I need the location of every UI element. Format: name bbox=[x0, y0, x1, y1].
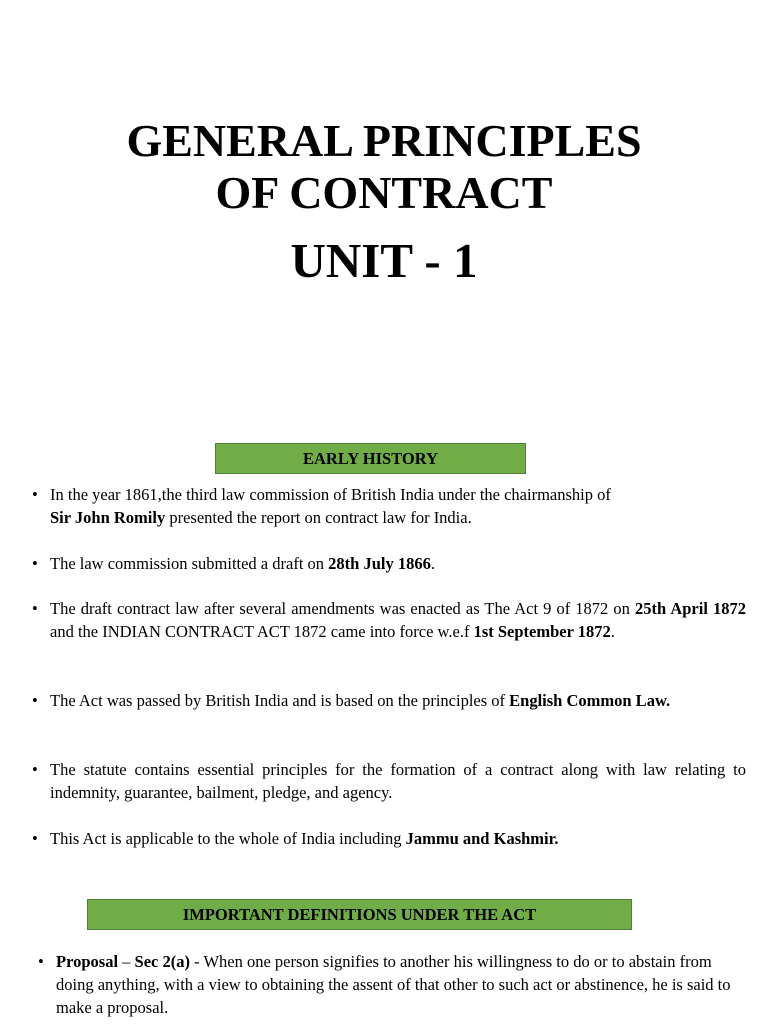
history-item-3-bold: 25th April 1872 bbox=[634, 599, 746, 618]
bullet-icon: • bbox=[32, 829, 38, 848]
history-item-5 bbox=[32, 758, 746, 804]
history-item-1-text-2: presented the report on contract law for India. bbox=[165, 508, 472, 527]
early-history-heading: EARLY HISTORY bbox=[215, 443, 526, 474]
history-item-1-bold: Sir John Romily bbox=[50, 508, 166, 527]
bullet-icon: • bbox=[32, 554, 38, 573]
definition-dash: – bbox=[118, 952, 135, 971]
history-item-6-bold: Jammu and Kashmir. bbox=[405, 829, 559, 848]
history-item-2-text-2: . bbox=[430, 554, 435, 573]
history-item-4-bold: English Common Law. bbox=[509, 691, 671, 710]
history-item-3-text: The draft contract law after several amendments was enacted as The Act 9 of 1872 on bbox=[50, 599, 635, 618]
history-item-4 bbox=[32, 689, 746, 712]
bullet-icon: • bbox=[38, 952, 44, 971]
definition-section: Sec 2(a) bbox=[134, 952, 190, 971]
history-item-5-text: The statute contains essential principles for the formation of a contract along with law relating to indemnity, guarantee, bailment, pledge, and agency. bbox=[50, 760, 746, 802]
definitions-heading: IMPORTANT DEFINITIONS UNDER THE ACT bbox=[87, 899, 632, 930]
history-item-6 bbox=[32, 827, 746, 850]
page-title-line-2: OF CONTRACT bbox=[215, 167, 553, 218]
bullet-icon: • bbox=[32, 760, 38, 779]
history-item-3 bbox=[32, 597, 746, 643]
history-item-1 bbox=[32, 483, 750, 529]
page-title-line-1: GENERAL PRINCIPLES bbox=[126, 115, 642, 166]
definition-item-1 bbox=[38, 950, 736, 1019]
definition-text: - When one person signifies to another his willingness to do or to abstain from doing anything, with a view to obtaining the assent of that other to such act or abstinence, he is said to make a proposal. bbox=[56, 952, 731, 1017]
bullet-icon: • bbox=[32, 485, 38, 504]
history-item-3-text-3: . bbox=[610, 622, 615, 641]
history-item-1-text: In the year 1861,the third law commission of British India under the chairmanship of bbox=[50, 485, 611, 504]
definition-term: Proposal bbox=[56, 952, 119, 971]
bullet-icon: • bbox=[32, 599, 38, 618]
history-item-4-text: The Act was passed by British India and is based on the principles of bbox=[50, 691, 510, 710]
history-item-6-text: This Act is applicable to the whole of India including bbox=[50, 829, 406, 848]
history-item-3-text-2: and the INDIAN CONTRACT ACT 1872 came into force w.e.f bbox=[50, 622, 474, 641]
history-item-2-text: The law commission submitted a draft on bbox=[50, 554, 329, 573]
history-item-2 bbox=[32, 552, 746, 575]
unit-title: UNIT - 1 bbox=[290, 233, 478, 288]
history-item-3-bold-2: 1st September 1872 bbox=[473, 622, 611, 641]
history-item-2-bold: 28th July 1866 bbox=[328, 554, 431, 573]
bullet-icon: • bbox=[32, 691, 38, 710]
